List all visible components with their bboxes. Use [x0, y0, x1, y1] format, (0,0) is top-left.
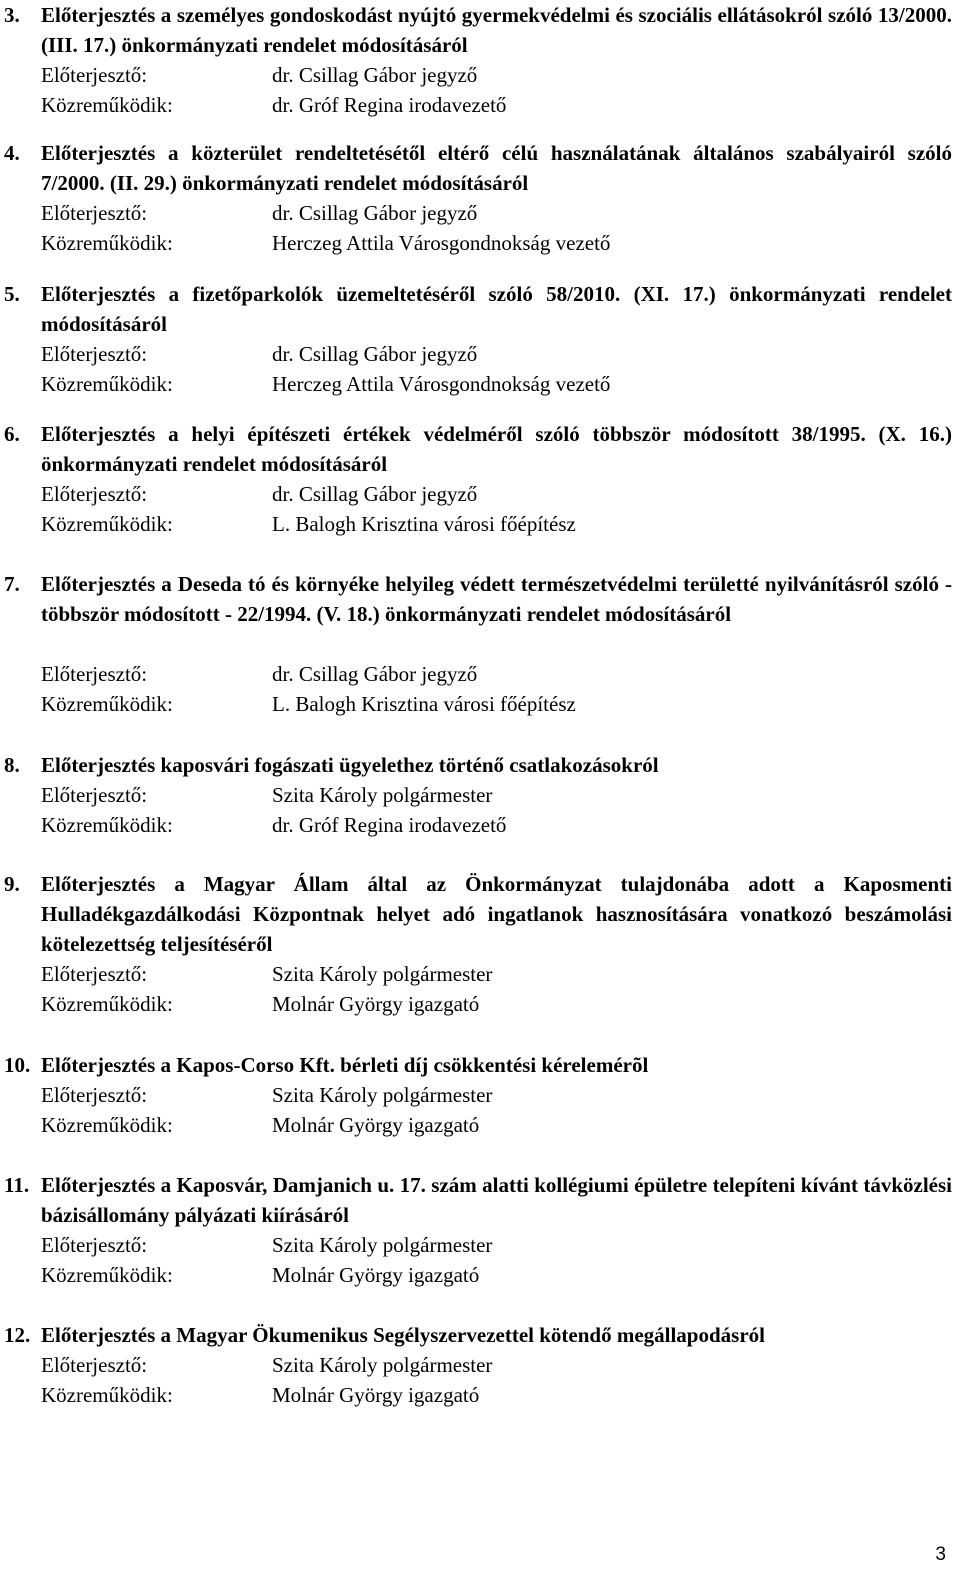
presenter-name: dr. Csillag Gábor jegyző — [272, 482, 478, 506]
contributor-line — [41, 689, 576, 719]
presenter-name: dr. Csillag Gábor jegyző — [272, 63, 478, 87]
contributor-label: Közreműködik: — [41, 512, 173, 536]
presenter-label: Előterjesztő: — [41, 201, 148, 225]
contributor-name: Herczeg Attila Városgondnokság vezető — [272, 231, 611, 255]
presenter-line — [41, 339, 477, 369]
contributor-line — [41, 1110, 479, 1140]
contributor-name: L. Balogh Krisztina városi főépítész — [272, 512, 576, 536]
presenter-name: Szita Károly polgármester — [272, 1233, 493, 1257]
item-title: Előterjesztés a Magyar Ökumenikus Segélyszervezettel kötendő megállapodásról — [41, 1323, 765, 1347]
item-number: 9. — [4, 872, 20, 896]
item-number: 10. — [4, 1053, 31, 1077]
item-number: 7. — [4, 572, 20, 596]
presenter-name: Szita Károly polgármester — [272, 783, 493, 807]
presenter-name: dr. Csillag Gábor jegyző — [272, 342, 478, 366]
item-title: Előterjesztés a helyi építészeti értékek védelméről szóló többször módosított 38/1995. (X. 16.) önkormányzati rendelet módosításáról — [41, 422, 952, 476]
contributor-name: Molnár György igazgató — [272, 1263, 480, 1287]
item-title: Előterjesztés a Kapos-Corso Kft. bérleti díj csökkentési kérelemérõl — [41, 1053, 649, 1077]
presenter-name: dr. Csillag Gábor jegyző — [272, 662, 478, 686]
item-number: 11. — [4, 1173, 30, 1197]
item-title: Előterjesztés a közterület rendeltetésétől eltérő célú használatának általános szabályairól szóló 7/2000. (II. 29.) önkormányzati rendelet módosításáról — [41, 141, 952, 195]
presenter-line — [41, 1350, 492, 1380]
contributor-name: Molnár György igazgató — [272, 992, 480, 1016]
presenter-name: Szita Károly polgármester — [272, 962, 493, 986]
item-number: 8. — [4, 753, 20, 777]
contributor-label: Közreműködik: — [41, 692, 173, 716]
presenter-label: Előterjesztő: — [41, 962, 148, 986]
contributor-name: Molnár György igazgató — [272, 1383, 480, 1407]
presenter-line — [41, 959, 492, 989]
contributor-label: Közreműködik: — [41, 1383, 173, 1407]
contributor-label: Közreműködik: — [41, 992, 173, 1016]
presenter-label: Előterjesztő: — [41, 783, 148, 807]
contributor-label: Közreműködik: — [41, 1263, 173, 1287]
item-title: Előterjesztés kaposvári fogászati ügyelethez történő csatlakozásokról — [41, 753, 659, 777]
item-number: 4. — [4, 141, 20, 165]
contributor-label: Közreműködik: — [41, 1113, 173, 1137]
presenter-name: dr. Csillag Gábor jegyző — [272, 201, 478, 225]
contributor-line — [41, 228, 610, 258]
presenter-label: Előterjesztő: — [41, 1083, 148, 1107]
contributor-line — [41, 1380, 479, 1410]
contributor-label: Közreműködik: — [41, 372, 173, 396]
item-number: 6. — [4, 422, 20, 446]
presenter-line — [41, 60, 477, 90]
item-title: Előterjesztés a fizetőparkolók üzemeltetéséről szóló 58/2010. (XI. 17.) önkormányzati rendelet módosításáról — [41, 282, 952, 336]
contributor-line — [41, 1260, 479, 1290]
contributor-name: L. Balogh Krisztina városi főépítész — [272, 692, 576, 716]
presenter-line — [41, 1230, 492, 1260]
item-title: Előterjesztés a Deseda tó és környéke helyileg védett természetvédelmi területté nyilvánításról szóló - többször módosított - 22/1994. (V. 18.) önkormányzati rendelet módosításáról — [41, 572, 952, 626]
presenter-line — [41, 659, 477, 689]
presenter-label: Előterjesztő: — [41, 1233, 148, 1257]
contributor-line — [41, 369, 610, 399]
presenter-label: Előterjesztő: — [41, 482, 148, 506]
presenter-line — [41, 198, 477, 228]
presenter-name: Szita Károly polgármester — [272, 1083, 493, 1107]
contributor-name: dr. Gróf Regina irodavezető — [272, 93, 507, 117]
item-number: 12. — [4, 1323, 31, 1347]
presenter-line — [41, 1080, 492, 1110]
contributor-line — [41, 989, 479, 1019]
contributor-line — [41, 810, 506, 840]
item-number: 3. — [4, 3, 20, 27]
presenter-label: Előterjesztő: — [41, 1353, 148, 1377]
item-number: 5. — [4, 282, 20, 306]
contributor-name: Herczeg Attila Városgondnokság vezető — [272, 372, 611, 396]
contributor-line — [41, 509, 576, 539]
item-title: Előterjesztés a Kaposvár, Damjanich u. 17. szám alatti kollégiumi épületre telepíteni kívánt távközlési bázisállomány pályázati kiírásáról — [41, 1173, 952, 1227]
item-title: Előterjesztés a Magyar Állam által az Önkormányzat tulajdonába adott a Kaposmenti Hulladékgazdálkodási Központnak helyet adó ingatlanok hasznosítására vonatkozó beszámolási kötelezettség teljesítéséről — [41, 872, 952, 956]
contributor-name: Molnár György igazgató — [272, 1113, 480, 1137]
presenter-name: Szita Károly polgármester — [272, 1353, 493, 1377]
page-number: 3 — [935, 1544, 946, 1565]
presenter-label: Előterjesztő: — [41, 63, 148, 87]
contributor-label: Közreműködik: — [41, 93, 173, 117]
contributor-name: dr. Gróf Regina irodavezető — [272, 813, 507, 837]
presenter-label: Előterjesztő: — [41, 662, 148, 686]
contributor-label: Közreműködik: — [41, 813, 173, 837]
contributor-label: Közreműködik: — [41, 231, 173, 255]
presenter-line — [41, 780, 492, 810]
contributor-line — [41, 90, 506, 120]
presenter-label: Előterjesztő: — [41, 342, 148, 366]
item-title: Előterjesztés a személyes gondoskodást nyújtó gyermekvédelmi és szociális ellátásokról szóló 13/2000. (III. 17.) önkormányzati rendelet módosításáról — [41, 3, 952, 57]
presenter-line — [41, 479, 477, 509]
